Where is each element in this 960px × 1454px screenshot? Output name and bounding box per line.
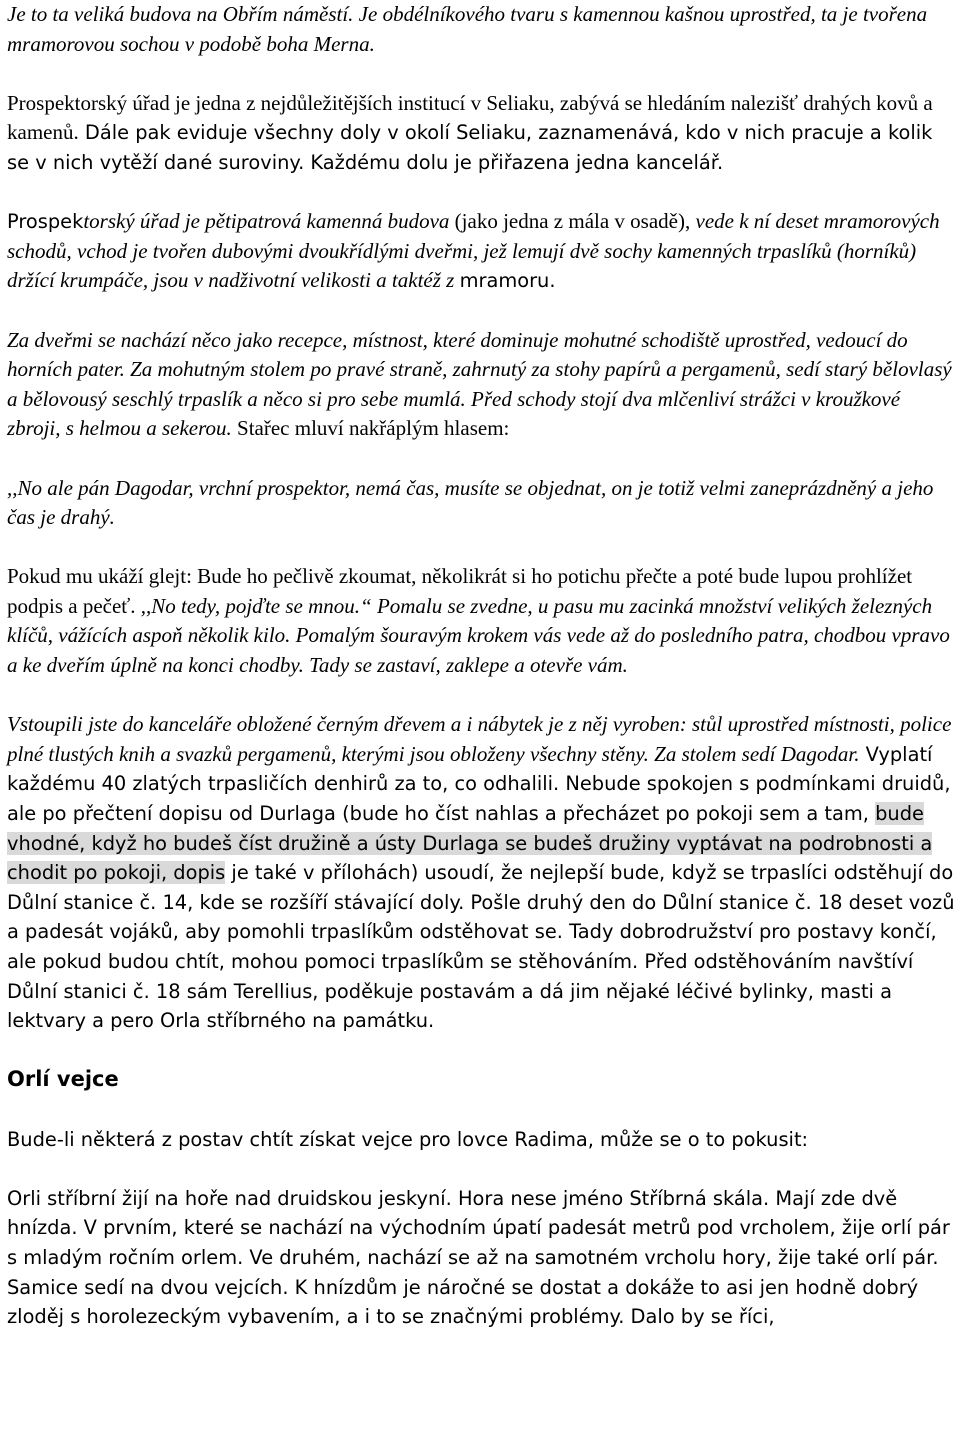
- glejt-text-b: ,,No tedy, pojďte se mnou.“ Pomalu se zvedne, u pasu mu zacinká množství velikých železných klíčů, vážících aspoň několik kilo. Pomalým šouravým krokem vás vede až do posledního patra, chodbou vpravo a ke dveřím úplně na konci chodby. Tady se zastaví, zaklepe a otevře vám.: [7, 593, 950, 678]
- paragraph-gap: [7, 59, 955, 89]
- paragraph-intro: [7, 0, 955, 59]
- paragraph-office-purpose: [7, 89, 955, 178]
- paragraph-eggs-intro: Bude-li některá z postav chtít získat vejce pro lovce Radima, může se o to pokusit:: [7, 1127, 809, 1151]
- highlighted-text: bude vhodné, když ho budeš číst družině a ústy Durlaga se budeš družiny vyptávat na podrobnosti a chodit po pokoji, dopis: [7, 802, 933, 885]
- paragraph-building-description: [7, 207, 955, 296]
- section-heading: Orlí vejce: [7, 1067, 119, 1092]
- building-text-b: torský úřad je pětipatrová kamenná budova: [83, 209, 450, 234]
- paragraph-gap: [7, 444, 955, 474]
- paragraph-eagles: Orli stříbrní žijí na hoře nad druidskou jeskyní. Hora nese jméno Stříbrná skála. Mají zde dvě hnízda. V prvním, které se nachází na východním úpatí padesát metrů pod vrcholem, žije orlí pár s mladým ročním orlem. Ve druhém, nachází se až na samotném vrcholu hory, žije také orlí pár. Samice sedí na dvou vejcích. K hnízdům je náročné se dostat a dokáže to asi jen hodně dobrý zloděj s horolezeckým vybavením, a i to se značnými problémy. Dalo by se říci,: [7, 1186, 950, 1329]
- office-purpose-text-b: Dále pak eviduje všechny doly v okolí Seliaku, zaznamenává, kdo v nich pracuje a kolik se v nich vytěží dané suroviny. Každému dolu je přiřazena jedna kancelář.: [7, 121, 933, 174]
- paragraph-reception: [7, 326, 955, 444]
- paragraph-gap: [7, 178, 955, 208]
- paragraph-gap: [7, 1154, 955, 1184]
- office-purpose-text-a: Prospektorský úřad je jedna z nejdůležitějších institucí v Seliaku, zabývá se hledáním nalezišť drahých kovů a kamenů.: [7, 90, 933, 145]
- paragraph-glejt: [7, 562, 955, 680]
- quote-text: ,,No ale pán Dagodar, vrchní prospektor, nemá čas, musíte se objednat, on je totiž velmi zaneprázdněný a jeho čas je drahý.: [7, 475, 934, 530]
- building-text-d: vede k ní deset mramorových schodů, vchod je tvořen dubovými dvoukřídlými dveřmi, jež lemují dvě sochy kamenných trpaslíků (horníků) držící krumpáče, jsou v nadživotní velikosti a taktéž z: [7, 209, 940, 293]
- paragraph-gap: [7, 533, 955, 563]
- office-text-c: je také v přílohách) usoudí, že nejlepší bude, když se trpaslíci odstěhují do Důlní stanice č. 14, kde se rozšíří stávající doly. Pošle druhý den do Důlní stanice č. 18 deset vozů a padesát vojáků, aby pomohli trpaslíkům odstěhovat se. Tady dobrodružství pro postavy končí, ale pokud budou chtít, mohou pomoci trpaslíkům se stěhováním. Před odstěhováním navštíví Důlní stanici č. 18 sám Terellius, poděkuje postavám a dá jim nějaké léčivé bylinky, masti a lektvary a pero Orla stříbrného na památku.: [7, 861, 955, 1033]
- paragraph-gap: [7, 1036, 955, 1066]
- reception-text-a: Za dveřmi se nachází něco jako recepce, místnost, které dominuje mohutné schodiště uprostřed, vedoucí do horních pater. Za mohutným stolem po pravé straně, zahrnutý za stohy papírů a pergamenů, sedí starý bělovlasý a bělovousý seschlý trpaslík a něco si pro sebe mumlá. Před schody stojí dva mlčenliví strážci v kroužkové zbroji, s helmou a sekerou.: [7, 327, 952, 441]
- document-page: [7, 0, 955, 1332]
- paragraph-gap: [7, 1095, 955, 1125]
- office-text-a: Vstoupili jste do kanceláře obložené černým dřevem a i nábytek je z něj vyroben: stůl uprostřed místnosti, police plné tlustých knih a svazků pergamenů, kterými jsou obloženy všechny stěny. Za stolem sedí Dagodar.: [7, 712, 952, 766]
- building-text-c: (jako jedna z mála v osadě),: [449, 209, 696, 234]
- paragraph-gap: [7, 296, 955, 326]
- building-text-a: Prospek: [7, 210, 84, 234]
- intro-text: Je to ta veliká budova na Obřím náměstí. Je obdélníkového tvaru s kamennou kašnou uprostřed, ta je tvořena mramorovou sochou v podobě boha Merna.: [7, 2, 928, 56]
- glejt-text-a: Pokud mu ukáží glejt: Bude ho pečlivě zkoumat, několikrát si ho potichu přečte a poté bude lupou prohlížet podpis a pečeť.: [7, 564, 913, 618]
- building-text-e: mramoru.: [459, 269, 556, 293]
- reception-text-b: Stařec mluví nakřáplým hlasem:: [231, 416, 510, 441]
- paragraph-quote: [7, 474, 955, 533]
- paragraph-dagodar-office: [7, 710, 955, 1036]
- paragraph-gap: [7, 681, 955, 711]
- office-text-b: Vyplatí každému 40 zlatých trpasličích denhirů za to, co odhalili. Nebude spokojen s podmínkami druidů, ale po přečtení dopisu od Durlaga (bude ho číst nahlas a přecházet po pokoji sem a tam,: [7, 742, 951, 826]
